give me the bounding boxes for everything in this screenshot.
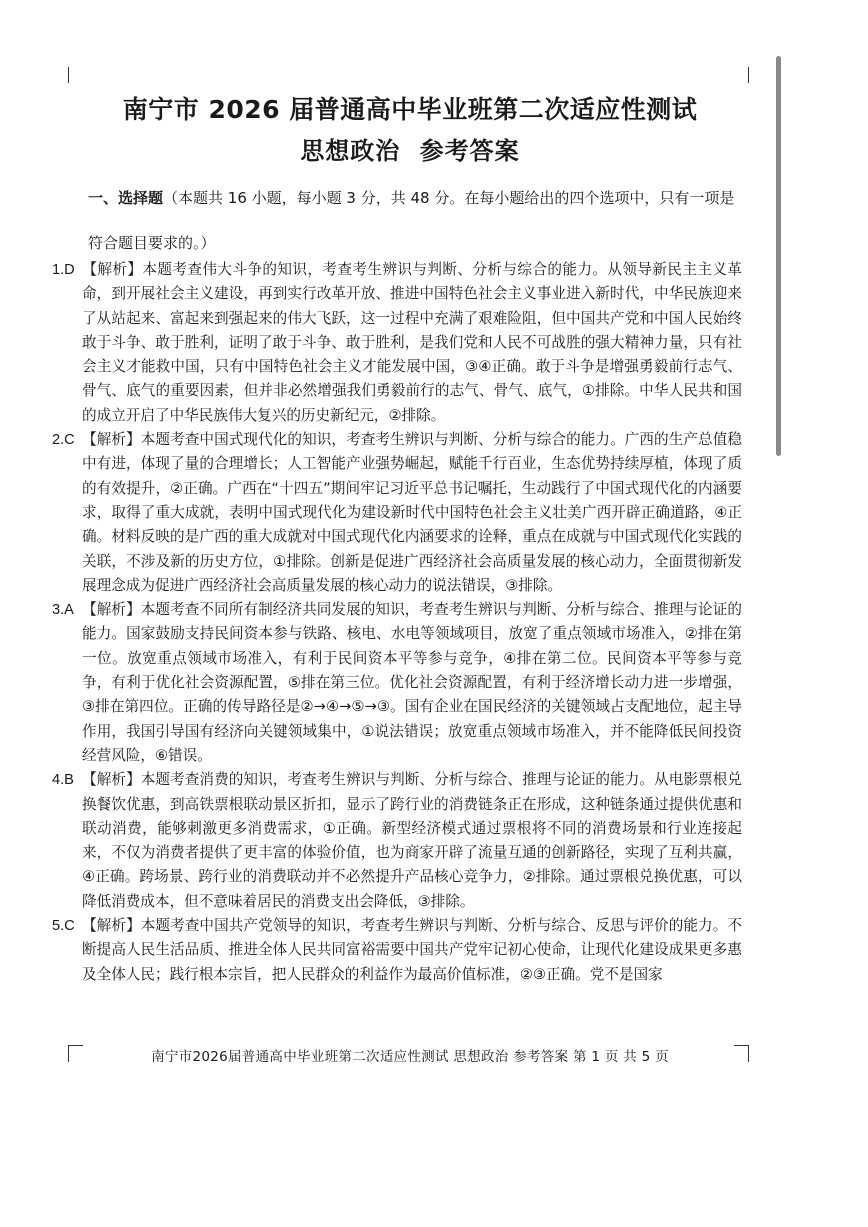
answer-item	[52, 258, 742, 428]
answer-number: 1.D	[52, 262, 75, 278]
answer-number: 5.C	[52, 918, 75, 935]
page-title: 南宁市 2026 届普通高中毕业班第二次适应性测试	[122, 95, 698, 124]
crop-mark-top-right	[734, 67, 749, 83]
answer-number: 3.A	[52, 602, 74, 619]
answer-item	[52, 914, 742, 987]
answer-item	[52, 768, 742, 914]
answer-explanation: 【解析】本题考查中国共产党领导的知识，考查考生辨识与判断、分析与综合、反思与评价的能力。不断提高人民生活品质、推进全体人民共同富裕需要中国共产党牢记初心使命，让现代化建设成果更多惠及全体人民；践行根本宗旨，把人民群众的利益作为最高价值标准，②③正确。党不是国家	[82, 917, 742, 983]
answer-explanation: 【解析】本题考查消费的知识，考查考生辨识与判断、分析与综合、推理与论证的能力。从电影票根兑换餐饮优惠，到高铁票根联动景区折扣，显示了跨行业的消费链条正在形成，这种链条通过提供优惠和联动消费，能够刺激更多消费需求，①正确。新型经济模式通过票根将不同的消费场景和行业连接起来，不仅为消费者提供了更丰富的体验价值，也为商家开辟了流量互通的创新路径，实现了互利共赢，④正确。跨场景、跨行业的消费联动并不必然提升产品核心竞争力，②排除。通过票根兑换优惠，可以降低消费成本，但不意味着居民的消费支出会降低，③排除。	[82, 771, 742, 910]
answer-explanation: 【解析】本题考查不同所有制经济共同发展的知识，考查考生辨识与判断、分析与综合、推理与论证的能力。国家鼓励支持民间资本参与铁路、核电、水电等领域项目，放宽了重点领域市场准入，②排在第一位。放宽重点领域市场准入，有利于民间资本平等参与竞争，④排在第二位。民间资本平等参与竞争，有利于优化社会资源配置，⑤排在第三位。优化社会资源配置，有利于经济增长动力进一步增强，③排在第四位。正确的传导路径是②→④→⑤→③。国有企业在国民经济的关键领域占支配地位，起主导作用，我国引导国有经济向关键领域集中，①说法错误；放宽重点领域市场准入，并不能降低民间投资经营风险，⑥错误。	[82, 601, 742, 764]
section-heading	[88, 176, 743, 266]
answer-item	[52, 428, 742, 598]
answer-explanation: 【解析】本题考查中国式现代化的知识，考查考生辨识与判断、分析与综合的能力。广西的生产总值稳中有进，体现了量的合理增长；人工智能产业强势崛起，赋能千行百业，生态优势持续厚植，体现了质的有效提升，②正确。广西在“十四五”期间牢记习近平总书记嘱托，生动践行了中国式现代化的内涵要求，取得了重大成就，表明中国式现代化为建设新时代中国特色社会主义壮美广西开辟正确道路，④正确。材料反映的是广西的重大成就对中国式现代化内涵要求的诠释，重点在成就与中国式现代化实践的关联，不涉及新的历史方位，①排除。创新是促进广西经济社会高质量发展的核心动力，全面贯彻新发展理念成为促进广西经济社会高质量发展的核心动力的说法错误，③排除。	[82, 431, 742, 594]
answer-list	[52, 258, 742, 987]
answer-item	[52, 598, 742, 768]
answer-number: 4.B	[52, 772, 74, 789]
answer-explanation: 【解析】本题考查伟大斗争的知识，考查考生辨识与判断、分析与综合的能力。从领导新民主主义革命，到开展社会主义建设，再到实行改革开放、推进中国特色社会主义事业进入新时代，中华民族迎来了从站起来、富起来到强起来的伟大飞跃，这一过程中充满了艰难险阻，但中国共产党和中国人民始终敢于斗争、敢于胜利，证明了敢于斗争、敢于胜利，是我们党和人民不可战胜的强大精神力量，只有社会主义才能救中国，只有中国特色社会主义才能发展中国，③④正确。敢于斗争是增强勇毅前行志气、骨气、底气的重要因素，但并非必然增强我们勇毅前行的志气、骨气、底气，①排除。中华人民共和国的成立开启了中华民族伟大复兴的历史新纪元，②排除。	[82, 261, 742, 424]
section-instructions: （本题共 16 小题，每小题 3 分，共 48 分。在每小题给出的四个选项中，只有一项是符合题目要求的。）	[88, 189, 735, 252]
answer-number: 2.C	[52, 432, 75, 449]
crop-mark-top-left	[68, 67, 83, 83]
page-subtitle: 思想政治 参考答案	[300, 137, 520, 165]
section-lead: 一、选择题	[88, 189, 164, 207]
page-footer: 南宁市2026届普通高中毕业班第二次适应性测试 思想政治 参考答案 第 1 页 共 5 页	[151, 1049, 669, 1065]
